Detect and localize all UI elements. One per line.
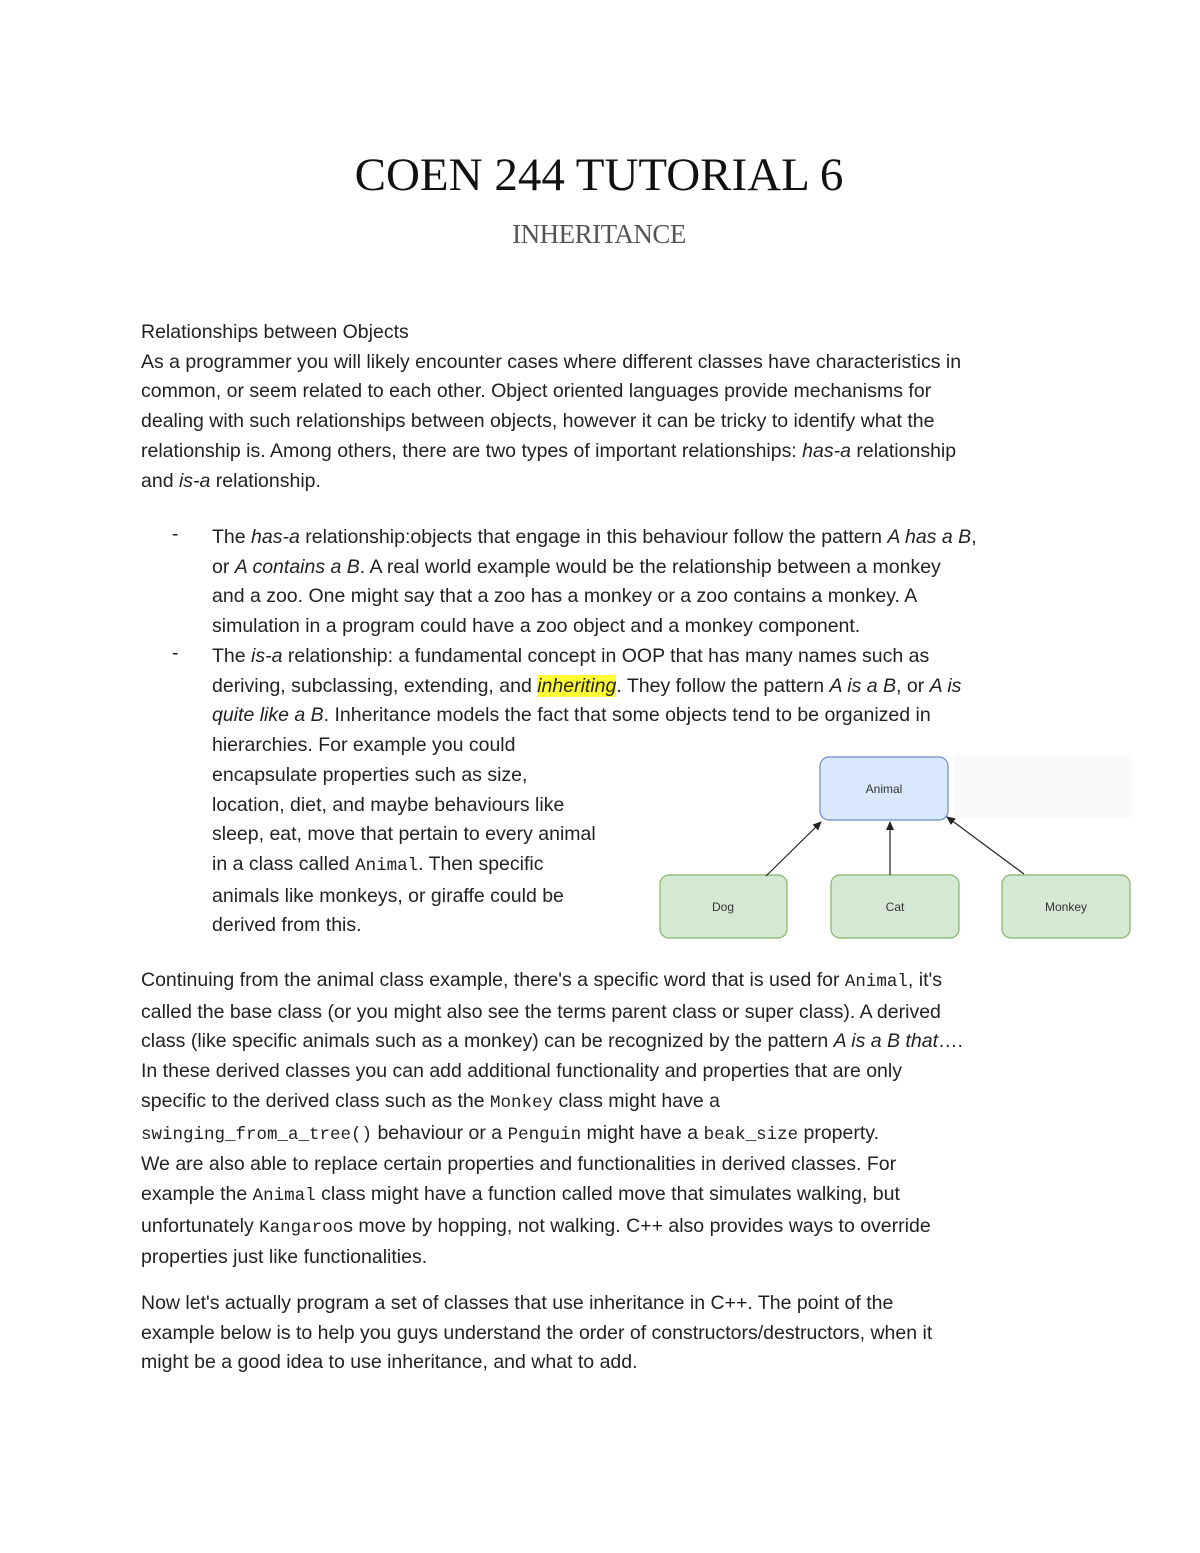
monkey-to-animal-arrow <box>947 817 1024 874</box>
text-line: common, or seem related to each other. Object oriented languages provide mechanisms for <box>141 380 932 403</box>
animal-class-label: Animal <box>865 782 903 796</box>
document-title: COEN 244 TUTORIAL 6 <box>354 149 844 201</box>
code-term: Monkey <box>490 1092 554 1113</box>
monkey-class-label: Monkey <box>1044 900 1088 914</box>
inheritance-diagram <box>655 750 1135 946</box>
highlighted-term: inheriting <box>537 674 617 697</box>
code-term: Kangaroo <box>259 1217 344 1238</box>
intro-paragraph <box>141 318 1081 496</box>
code-term: Animal <box>844 972 908 992</box>
bullet-item-is-a: The is-a relationship: a fundamental concept in OOP that has many names such as deriving, subclassing, extending, and inheriting. They follow the pattern A is a B, or A is quite like a B. Inheritance models the fact that some objects tend to be organized in hierarchies. For example you could encapsulate properties such as size, location, diet, and maybe behaviours like sleep, eat, move that pertain to every animal in a class called Animal. Then specific animals like monkeys, or giraffe could be derived from this. <box>212 645 962 937</box>
document-subtitle: INHERITANCE <box>512 219 686 249</box>
closing-paragraph: Now let's actually program a set of classes that use inheritance in C++. The point of the example below is to help you guys understand the order of constructors/destructors, when it might be a good idea to use inheritance, and what to add. <box>141 1292 933 1374</box>
bullet-item-has-a: The has-a relationship:objects that engage in this behaviour follow the pattern A has a B, or A contains a B. A real world example would be the relationship between a monkey and a zoo. One might say that a zoo has a monkey or a zoo contains a monkey. A simulation in a program could have a zoo object and a monkey component. <box>212 526 977 638</box>
code-term: Animal <box>252 1185 316 1206</box>
code-term: Animal <box>355 855 419 876</box>
text-line: dealing with such relationships between objects, however it can be tricky to identify what the <box>141 410 935 433</box>
dog-to-animal-arrow <box>766 822 821 876</box>
diagram-background <box>955 754 1131 818</box>
bullet-dash: - <box>172 642 179 664</box>
cat-class-label: Cat <box>885 900 905 914</box>
code-term: Penguin <box>507 1124 582 1145</box>
code-term: swinging_from_a_tree() <box>141 1124 373 1145</box>
text-line: relationship is. Among others, there are two types of important relationships: has-a relationship <box>141 439 957 462</box>
text-line: and is-a relationship. <box>141 469 321 492</box>
section-heading: Relationships between Objects <box>141 321 409 343</box>
bullet-dash: - <box>172 523 179 545</box>
dog-class-label: Dog <box>711 900 735 914</box>
text-line: As a programmer you will likely encounter cases where different classes have characteristics in <box>141 350 962 373</box>
code-term: beak_size <box>703 1124 799 1145</box>
base-class-paragraph: Continuing from the animal class example, there's a specific word that is used for Animal, it's called the base class (or you might also see the terms parent class or super class). A derived class (like specific animals such as a monkey) can be recognized by the pattern A is a B that…. In these derived classes you can add additional functionality and properties that are only specific to the derived class such as the Monkey class might have a swinging_from_a_tree() behaviour or a Penguin might have a beak_size property. We are also able to replace certain properties and functionalities in derived classes. For example the Animal class might have a function called move that simulates walking, but unfortunately Kangaroos move by hopping, not walking. C++ also provides ways to override properties just like functionalities. <box>141 969 963 1269</box>
